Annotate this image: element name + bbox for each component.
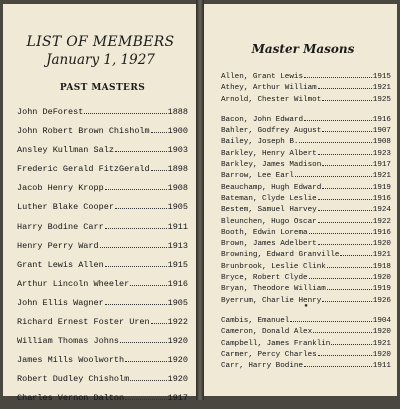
member-name: Bailey, Joseph B.	[221, 138, 299, 147]
member-year: 1926	[372, 296, 391, 305]
member-year: 1888	[167, 107, 188, 117]
dot-leader	[125, 390, 166, 400]
dot-leader	[331, 335, 371, 345]
dot-leader	[322, 156, 372, 166]
member-name: John DeForest	[17, 107, 84, 117]
member-year: 1920	[167, 336, 188, 347]
member-name: Brown, James Adelbert	[221, 240, 317, 249]
dot-leader	[318, 346, 372, 356]
dot-leader	[100, 238, 167, 248]
member-year: 1911	[372, 362, 391, 371]
member-name: Luther Blake Cooper	[17, 202, 114, 213]
dot-leader	[322, 179, 372, 189]
member-name: Robert Dudley Chisholm	[17, 374, 130, 385]
member-group	[221, 312, 391, 371]
left-page	[3, 4, 196, 404]
member-name: Campbell, James Franklin	[221, 339, 331, 348]
member-name: Bestem, Samuel Harvey	[221, 206, 317, 215]
member-year: 1921	[372, 84, 391, 93]
dot-leader	[322, 292, 372, 302]
member-year: 1900	[167, 126, 188, 137]
dot-leader	[130, 371, 166, 381]
member-row	[17, 218, 188, 237]
member-year: 1908	[167, 183, 188, 194]
dot-leader	[299, 133, 371, 143]
member-name: Bryce, Robert Clyde	[221, 274, 308, 283]
member-year: 1920	[372, 350, 391, 359]
dot-leader	[115, 142, 167, 152]
member-year: 1915	[167, 259, 188, 270]
member-name: Arthur Lincoln Wheeler	[17, 278, 130, 289]
member-year: 1920	[372, 328, 391, 337]
member-row	[17, 179, 188, 198]
dot-leader	[151, 123, 167, 133]
member-name: Richard Ernest Foster Uren	[17, 317, 150, 328]
dot-leader	[105, 219, 167, 229]
member-row	[17, 370, 188, 389]
book-gutter	[196, 0, 204, 400]
member-year: 1921	[372, 339, 391, 348]
member-row	[17, 275, 188, 294]
member-year: 1918	[372, 262, 391, 271]
dot-leader	[304, 68, 372, 78]
member-name: Browning, Edward Granville	[221, 251, 340, 260]
member-year: 1922	[372, 217, 391, 226]
member-year: 1915	[372, 73, 391, 81]
member-group	[221, 68, 391, 102]
dot-leader	[304, 111, 372, 121]
member-name: Barkley, Henry Albert	[221, 149, 317, 158]
dot-leader	[120, 333, 167, 343]
member-row	[17, 160, 188, 179]
member-year: 1916	[372, 115, 391, 124]
dot-leader	[340, 246, 371, 256]
member-year: 1913	[167, 240, 188, 251]
member-year: 1903	[167, 145, 188, 156]
member-year: 1905	[167, 202, 188, 213]
master-masons-title: Master Masons	[251, 42, 355, 56]
dot-leader	[318, 145, 372, 155]
member-year: 1911	[167, 221, 188, 232]
member-name: James Mills Woolworth	[17, 355, 125, 366]
dot-leader	[151, 161, 167, 171]
member-row	[17, 389, 188, 408]
member-year: 1907	[372, 127, 391, 136]
member-name: Carr, Harry Bodine	[221, 362, 304, 371]
member-year: 1916	[167, 278, 188, 289]
member-year: 1898	[167, 164, 188, 175]
member-name: Byerrum, Charlie Henry	[221, 296, 322, 305]
member-row	[17, 122, 188, 141]
dot-leader	[105, 180, 167, 190]
member-name: Bleunchen, Hugo Oscar	[221, 217, 317, 226]
member-name: Ansley Kullman Salz	[17, 145, 114, 156]
dot-leader	[318, 235, 372, 245]
member-row	[17, 332, 188, 351]
dot-leader	[304, 357, 372, 367]
member-year: 1922	[167, 317, 188, 328]
member-name: Allen, Grant Lewis	[221, 73, 304, 81]
dot-leader	[295, 167, 372, 177]
list-date: January 1, 1927	[46, 52, 155, 68]
member-year: 1920	[167, 374, 188, 385]
member-year: 1919	[372, 285, 391, 294]
member-year: 1924	[372, 206, 391, 215]
member-year: 1917	[372, 161, 391, 170]
member-row	[221, 312, 391, 323]
member-name: John Ellis Wagner	[17, 297, 104, 308]
master-masons-list	[221, 68, 391, 371]
member-name: Jacob Henry Kropp	[17, 183, 104, 194]
member-year: 1917	[167, 393, 188, 404]
past-masters-list	[17, 103, 188, 409]
member-year: 1920	[167, 355, 188, 366]
member-row	[17, 294, 188, 313]
member-name: Barkley, James Madison	[221, 161, 322, 170]
member-row	[17, 103, 188, 122]
member-name: Bryan, Theodore William	[221, 285, 326, 294]
section-heading-past-masters: PAST MASTERS	[59, 83, 146, 93]
dot-leader	[322, 122, 372, 132]
member-row	[17, 313, 188, 332]
member-row	[17, 237, 188, 256]
member-year: 1919	[372, 183, 391, 192]
member-name: Cameron, Donald Alex	[221, 328, 313, 337]
member-name: Athey, Arthur William	[221, 84, 317, 93]
member-year: 1905	[167, 297, 188, 308]
member-name: Barrow, Lee Earl	[221, 172, 294, 181]
dot-leader	[327, 280, 372, 290]
dot-leader	[130, 276, 166, 286]
member-name: Harry Bodine Carr	[17, 221, 104, 232]
dot-leader	[327, 258, 372, 268]
dot-leader	[290, 312, 371, 322]
dot-leader	[318, 201, 372, 211]
member-year: 1921	[372, 251, 391, 260]
member-year: 1923	[372, 149, 391, 158]
member-name: Arnold, Chester Wilmot	[221, 95, 322, 104]
member-name: Carmer, Percy Charles	[221, 350, 317, 359]
member-year: 1921	[372, 172, 391, 181]
dot-leader	[309, 269, 372, 279]
member-row	[221, 111, 391, 122]
dot-leader	[115, 199, 167, 209]
dot-leader	[313, 323, 372, 333]
member-row	[17, 256, 188, 275]
member-name: Bateman, Clyde Leslie	[221, 194, 317, 203]
printer-mark-icon: •	[303, 301, 309, 312]
member-group	[221, 111, 391, 303]
member-name: Beauchamp, Hugh Edward	[221, 183, 322, 192]
member-name: Bacon, John Edward	[221, 115, 304, 124]
member-name: Frederic Gerald FitzGerald	[17, 164, 150, 175]
member-name: Charles Vernon Dalton	[17, 393, 125, 404]
dot-leader	[318, 79, 372, 89]
dot-leader	[318, 190, 372, 200]
member-year: 1925	[372, 95, 391, 104]
member-year: 1916	[372, 228, 391, 237]
right-page	[204, 4, 397, 396]
dot-leader	[309, 224, 372, 234]
member-row	[17, 351, 188, 370]
member-row	[17, 198, 188, 217]
member-name: William Thomas Johns	[17, 336, 120, 347]
member-name: Bahler, Godfrey August	[221, 127, 322, 136]
dot-leader	[84, 104, 166, 114]
member-year: 1920	[372, 274, 391, 283]
member-name: Grant Lewis Allen	[17, 259, 104, 270]
dot-leader	[318, 213, 372, 223]
member-row	[221, 68, 391, 79]
member-year: 1920	[372, 240, 391, 249]
dot-leader	[125, 352, 166, 362]
dot-leader	[105, 257, 167, 267]
member-year: 1916	[372, 194, 391, 203]
member-name: Henry Perry Ward	[17, 240, 99, 251]
page-title: LIST OF MEMBERS	[26, 34, 175, 50]
member-name: Cambis, Emanuel	[221, 316, 290, 325]
member-name: Brunbrook, Leslie Clink	[221, 262, 326, 271]
dot-leader	[322, 91, 372, 101]
member-year: 1908	[372, 138, 391, 147]
member-year: 1904	[372, 316, 391, 325]
dot-leader	[151, 314, 167, 324]
member-name: Booth, Edwin Lorema	[221, 228, 308, 237]
member-name: John Robert Brown Chisholm	[17, 126, 150, 137]
member-row	[17, 141, 188, 160]
dot-leader	[105, 295, 167, 305]
